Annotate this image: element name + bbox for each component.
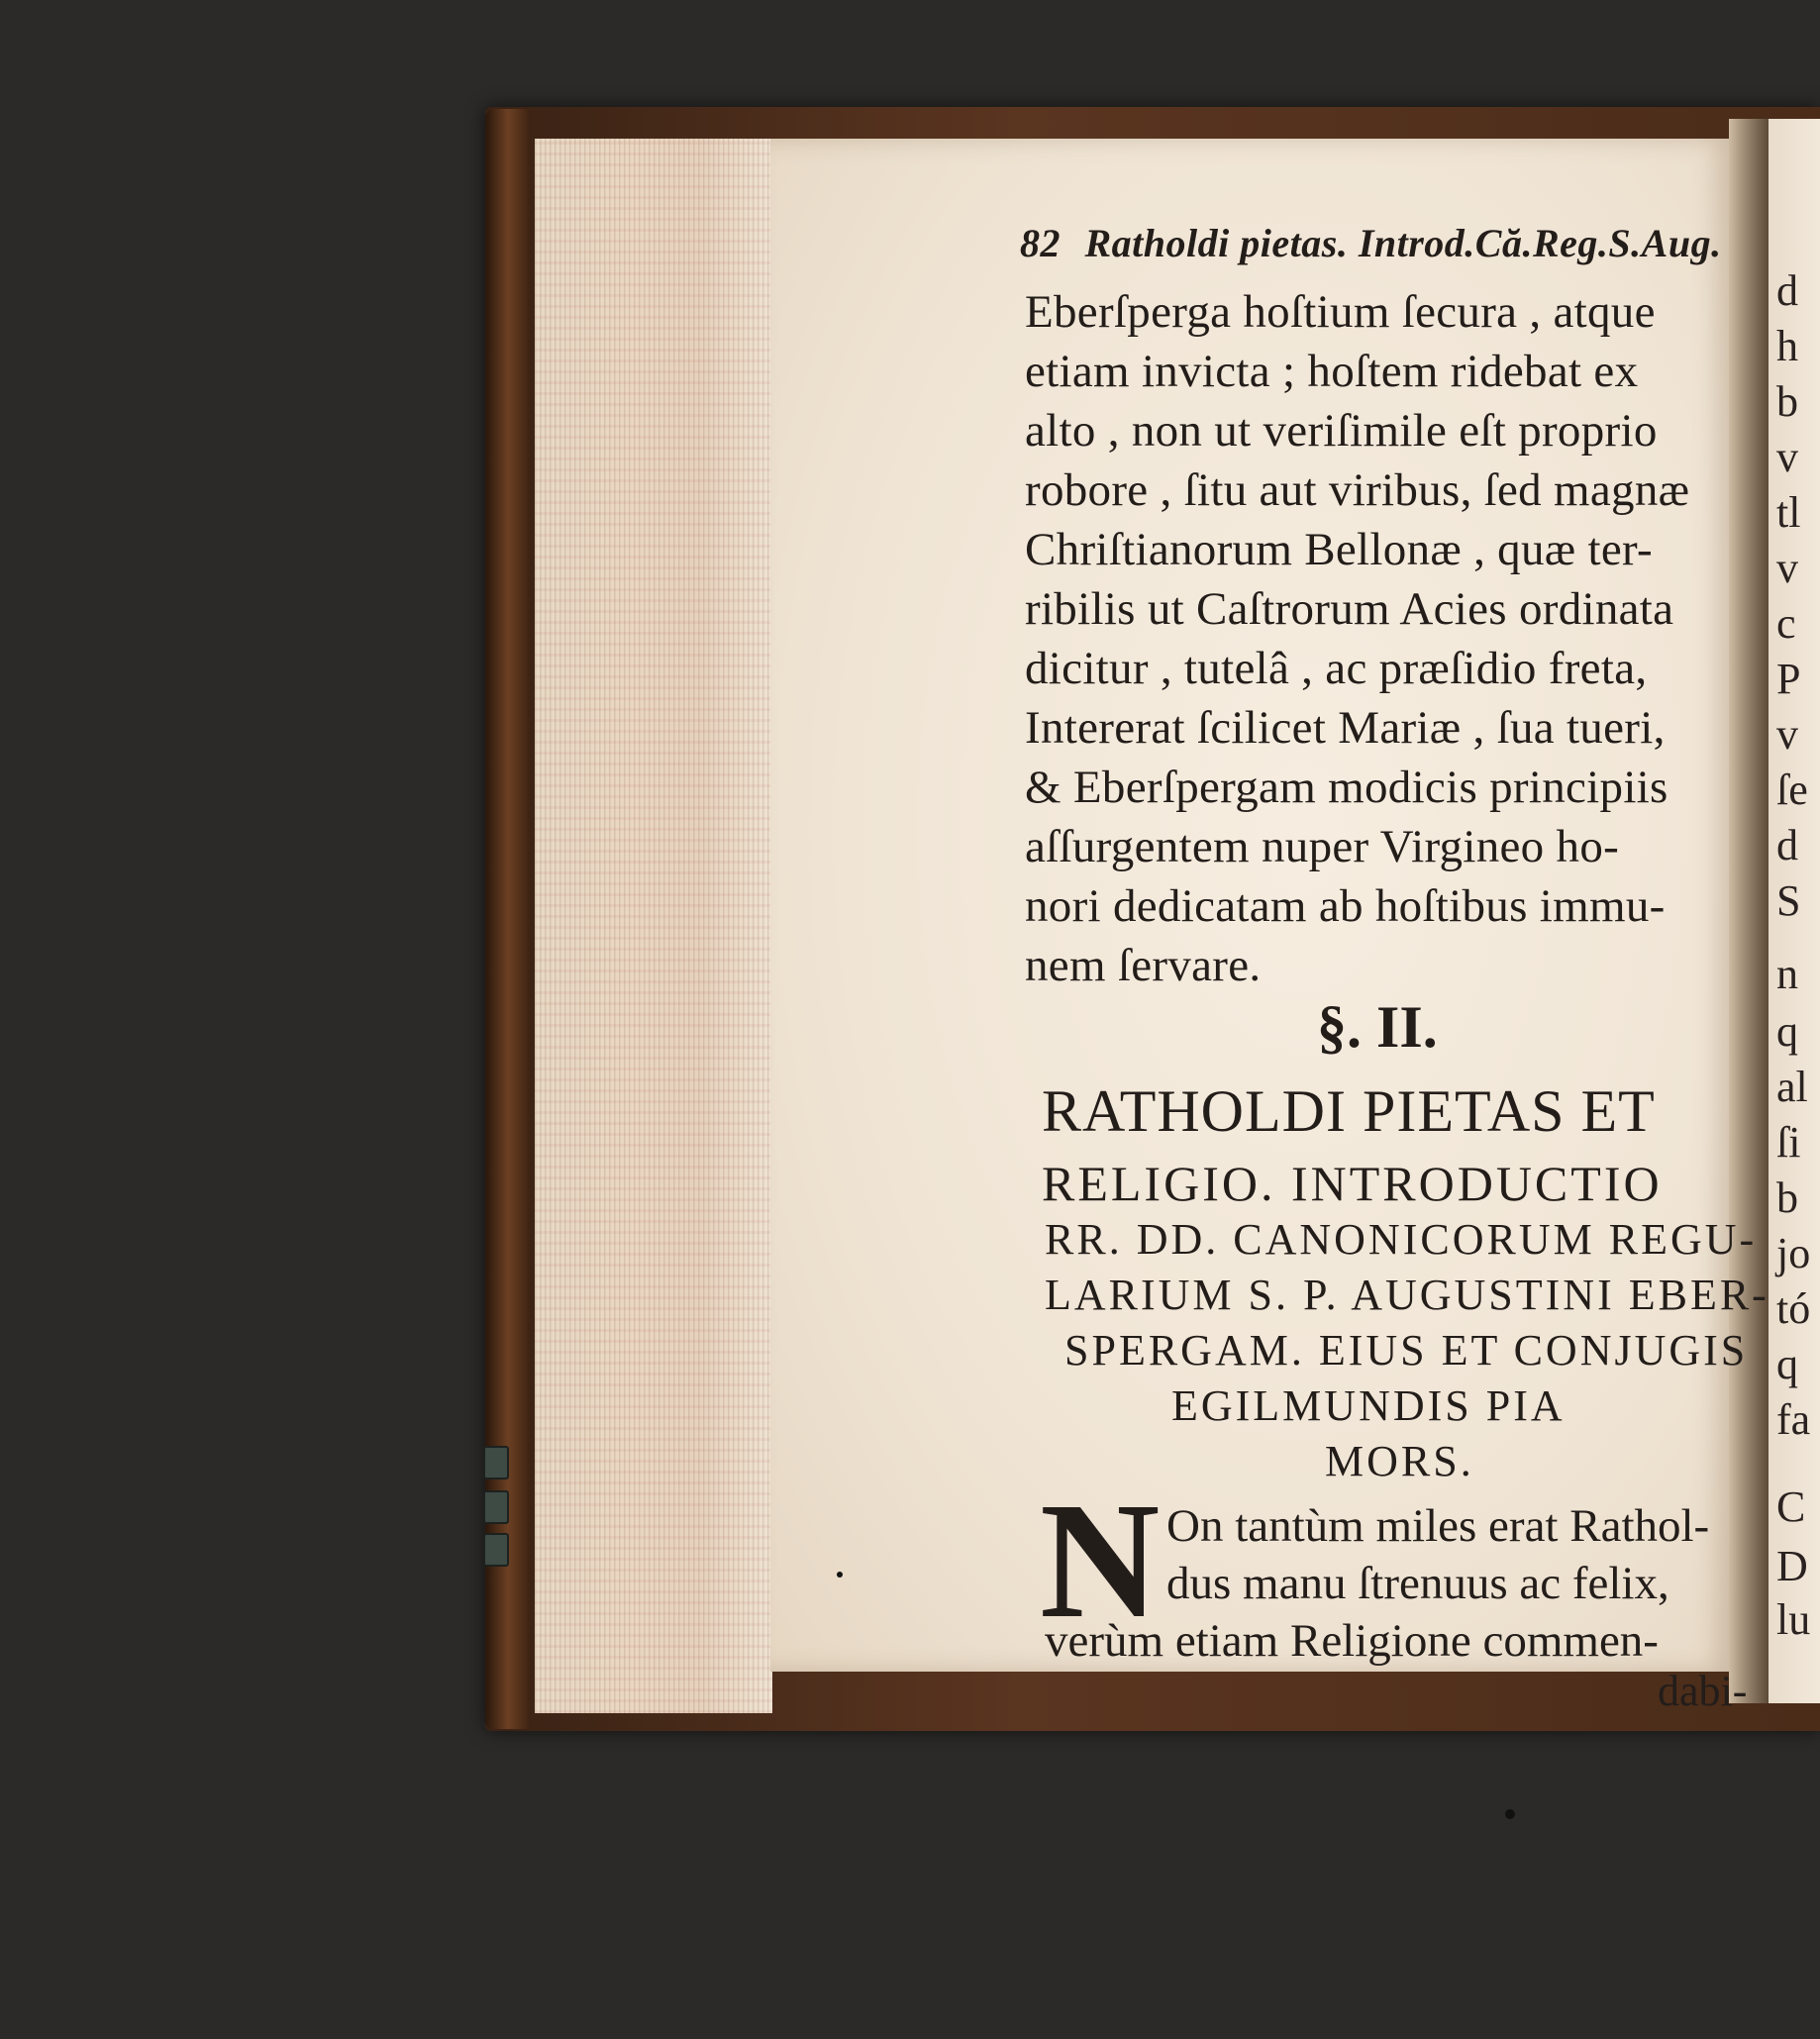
right-page-letter: d (1776, 821, 1798, 869)
specks (837, 1572, 843, 1578)
body-line: dicitur , tutelâ , ac præſidio freta, (1025, 643, 1648, 694)
right-page-letter: n (1776, 950, 1798, 998)
body-line: nori dedicatam ab hoſtibus immu- (1025, 880, 1666, 932)
right-page-letter: al (1776, 1063, 1808, 1111)
clasp-bottom (483, 1533, 509, 1567)
body-line: ribilis ut Caſtrorum Acies ordinata (1025, 583, 1674, 635)
chapter-heading-line: LARIUM S. P. AUGUSTINI EBER- (1045, 1271, 1769, 1319)
body-line: Intererat ſcilicet Mariæ , ſua tueri, (1025, 702, 1666, 754)
chapter-heading-line: RATHOLDI PIETAS ET (1042, 1078, 1656, 1144)
running-title: Ratholdi pietas. Introd.Că.Reg.S.Aug. (1084, 221, 1722, 265)
right-page-letter: lu (1776, 1595, 1811, 1644)
book-gutter (1729, 119, 1769, 1703)
right-page-letter: jo (1776, 1229, 1811, 1277)
body-line: Chriſtianorum Bellonæ , quæ ter- (1025, 524, 1653, 575)
right-page-letter: v (1776, 710, 1798, 759)
book-spine (485, 109, 531, 1729)
right-page-letter: tl (1776, 488, 1801, 537)
paragraph-line: verùm etiam Religione commen- (1045, 1615, 1659, 1667)
right-page-letter: b (1776, 377, 1798, 426)
body-line: etiam invicta ; hoſtem ridebat ex (1025, 346, 1639, 397)
chapter-heading-line: MORS. (1325, 1437, 1474, 1485)
drop-cap: N (1040, 1469, 1161, 1653)
right-page-letter: C (1776, 1482, 1806, 1531)
body-line: Eberſperga hoſtium ſecura , atque (1025, 286, 1656, 338)
right-page-letter: v (1776, 433, 1798, 481)
chapter-heading-line: RR. DD. CANONICORUM REGU- (1045, 1215, 1758, 1264)
section-mark: §. II. (1317, 994, 1438, 1060)
page-number: 82 (1020, 221, 1061, 265)
right-page-fragment (1769, 119, 1820, 1703)
right-page-letter: ſi (1776, 1118, 1801, 1167)
right-page-letter: S (1776, 876, 1801, 925)
body-line: aſſurgentem nuper Virgineo ho- (1025, 821, 1620, 872)
clasp-middle (483, 1490, 509, 1524)
body-line: robore , ſitu aut viribus, ſed magnæ (1025, 464, 1690, 516)
right-page-letter: fa (1776, 1395, 1811, 1444)
paragraph-line: dus manu ſtrenuus ac felix, (1166, 1558, 1669, 1609)
body-line: nem ſervare. (1025, 940, 1262, 991)
right-page-letter: q (1776, 1007, 1798, 1056)
body-line: alto , non ut veriſimile eſt proprio (1025, 405, 1658, 457)
page-fore-edge (535, 139, 772, 1713)
right-page-letter: D (1776, 1542, 1808, 1590)
right-page-letter: h (1776, 322, 1798, 370)
paragraph-line: On tantùm miles erat Rathol- (1166, 1500, 1710, 1552)
right-page-letter: d (1776, 266, 1798, 315)
specks (1505, 1809, 1515, 1819)
right-page-letter: v (1776, 544, 1798, 592)
running-header (1020, 220, 1722, 266)
right-page-letter: q (1776, 1340, 1798, 1388)
right-page-letter: ſe (1776, 765, 1808, 814)
chapter-heading-line: SPERGAM. EIUS ET CONJUGIS (1064, 1326, 1749, 1375)
chapter-heading-line: RELIGIO. INTRODUCTIO (1042, 1156, 1663, 1211)
right-page-letter: c (1776, 599, 1796, 648)
right-page-letter: b (1776, 1173, 1798, 1222)
right-page-letter: P (1776, 655, 1801, 703)
chapter-heading-line: EGILMUNDIS PIA (1171, 1381, 1566, 1430)
catchword: dabi- (1658, 1667, 1748, 1715)
body-line: & Eberſpergam modicis principiis (1025, 762, 1668, 813)
right-page-letter: tó (1776, 1284, 1811, 1333)
clasp-top (483, 1446, 509, 1479)
